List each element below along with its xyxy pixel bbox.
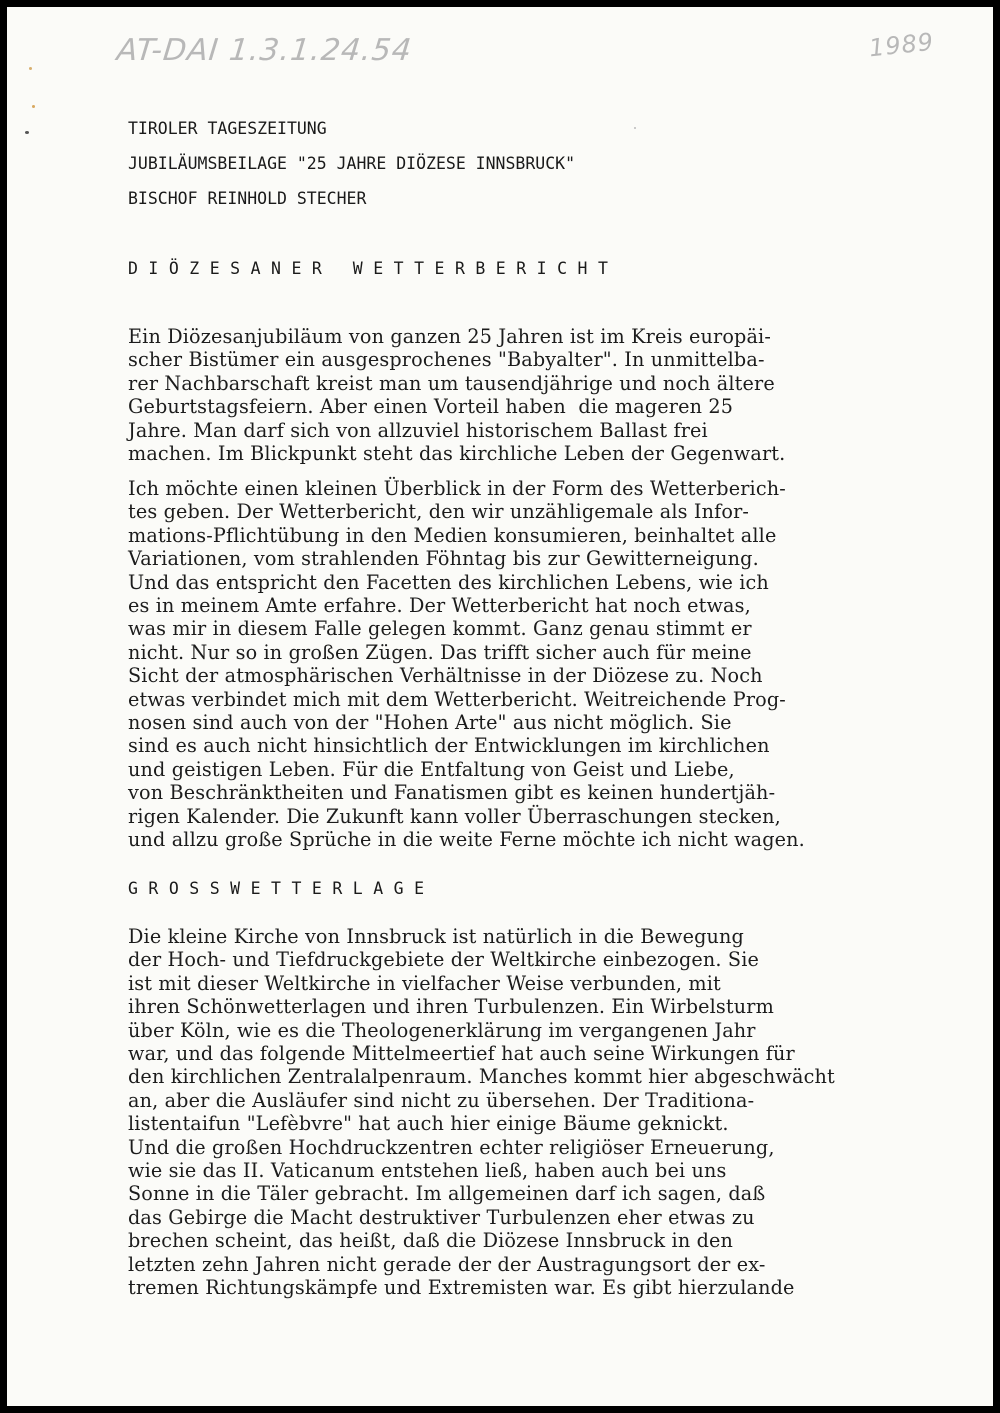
text-line: Sonne in die Täler gebracht. Im allgemeinen darf ich sagen, daß (128, 1182, 766, 1206)
text-line: und allzu große Sprüche in die weite Ferne möchte ich nicht wagen. (128, 828, 805, 852)
text-line: nicht. Nur so in großen Zügen. Das trifft sicher auch für meine (128, 640, 752, 664)
text-line: Jahre. Man darf sich von allzuviel historischem Ballast frei (128, 418, 708, 442)
text-line: was mir in diesem Falle gelegen kommt. Ganz genau stimmt er (128, 617, 752, 641)
text-line: wie sie das II. Vaticanum entstehen ließ, haben auch bei uns (128, 1159, 727, 1183)
margin-speck (634, 127, 636, 129)
archive-id-annotation: AT-DAI 1.3.1.24.54 (115, 33, 414, 68)
text-line: rigen Kalender. Die Zukunft kann voller Überraschungen stecken, (128, 804, 781, 828)
supplement-title: JUBILÄUMSBEILAGE "25 JAHRE DIÖZESE INNSBRUCK" (128, 154, 576, 173)
text-line: und geistigen Leben. Für die Entfaltung von Geist und Liebe, (128, 757, 735, 781)
text-line: von Beschränktheiten und Fanatismen gibt es keinen hundertjäh- (128, 781, 776, 805)
text-line: das Gebirge die Macht destruktiver Turbulenzen eher etwas zu (128, 1205, 755, 1229)
text-line: Sicht der atmosphärischen Verhältnisse in der Diözese zu. Noch (128, 664, 763, 688)
text-line: listentaifun "Lefèbvre" hat auch hier einige Bäume geknickt. (128, 1112, 729, 1136)
newspaper-name: TIROLER TAGESZEITUNG (128, 119, 327, 138)
text-line: machen. Im Blickpunkt steht das kirchliche Leben der Gegenwart. (128, 442, 786, 466)
section-heading: GROSSWETTERLAGE (128, 879, 435, 898)
text-line: Ein Diözesanjubiläum von ganzen 25 Jahren ist im Kreis europäi- (128, 325, 771, 348)
text-line: tes geben. Der Wetterbericht, den wir unzähligemale als Infor- (128, 500, 750, 524)
author-line: BISCHOF REINHOLD STECHER (128, 189, 367, 208)
text-line: Die kleine Kirche von Innsbruck ist natürlich in die Bewegung (128, 925, 744, 948)
text-line: der Hoch- und Tiefdruckgebiete der Weltkirche einbezogen. Sie (128, 948, 760, 972)
text-line: Ich möchte einen kleinen Überblick in der Form des Wetterberich- (128, 477, 786, 500)
text-line: an, aber die Ausläufer sind nicht zu übersehen. Der Traditiona- (128, 1088, 755, 1112)
margin-speck (32, 105, 35, 108)
text-line: nosen sind auch von der "Hohen Arte" aus nicht möglich. Sie (128, 711, 732, 735)
document-title: DIÖZESANER WETTERBERICHT (128, 259, 619, 278)
text-line: Und das entspricht den Facetten des kirchlichen Lebens, wie ich (128, 570, 769, 594)
text-line: Variationen, vom strahlenden Föhntag bis zur Gewitterneigung. (128, 547, 759, 571)
document-page (7, 7, 993, 1406)
paragraph-grosswetterlage (128, 925, 948, 1300)
text-line: tremen Richtungskämpfe und Extremisten war. Es gibt hierzulande (128, 1276, 795, 1300)
text-line: Und die großen Hochdruckzentren echter religiöser Erneuerung, (128, 1135, 775, 1159)
text-line: ihren Schönwetterlagen und ihren Turbulenzen. Ein Wirbelsturm (128, 995, 774, 1019)
text-line: rer Nachbarschaft kreist man um tausendjährige und noch ältere (128, 371, 775, 395)
text-line: etwas verbindet mich mit dem Wetterbericht. Weitreichende Prog- (128, 687, 786, 711)
paragraph-weather-report (128, 477, 948, 852)
text-line: sind es auch nicht hinsichtlich der Entwicklungen im kirchlichen (128, 734, 770, 758)
margin-speck (29, 67, 32, 70)
margin-speck (25, 131, 29, 134)
text-line: den kirchlichen Zentralalpenraum. Manches kommt hier abgeschwächt (128, 1065, 835, 1089)
text-line: ist mit dieser Weltkirche in vielfacher Weise verbunden, mit (128, 971, 721, 995)
text-line: es in meinem Amte erfahre. Der Wetterbericht hat noch etwas, (128, 594, 751, 618)
text-line: letzten zehn Jahren nicht gerade der der Austragungsort der ex- (128, 1252, 766, 1276)
text-line: scher Bistümer ein ausgesprochenes "Babyalter". In unmittelba- (128, 348, 765, 372)
paragraph-intro (128, 325, 948, 465)
text-line: über Köln, wie es die Theologenerklärung im vergangenen Jahr (128, 1018, 756, 1042)
text-line: mations-Pflichtübung in den Medien konsumieren, beinhaltet alle (128, 523, 777, 547)
year-annotation: 1989 (867, 27, 936, 63)
text-line: Geburtstagsfeiern. Aber einen Vorteil haben die mageren 25 (128, 395, 734, 419)
text-line: brechen scheint, das heißt, daß die Diözese Innsbruck in den (128, 1229, 734, 1253)
text-line: war, und das folgende Mittelmeertief hat auch seine Wirkungen für (128, 1042, 795, 1066)
